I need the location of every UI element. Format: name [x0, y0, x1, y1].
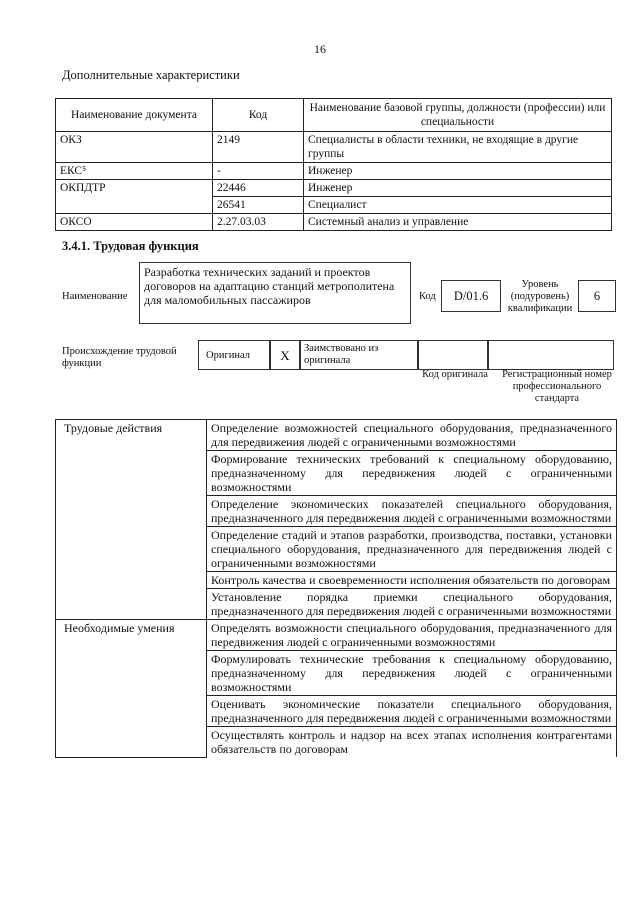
original-code-label: Код оригинала [422, 369, 488, 380]
reg-number-label: Регистрационный номер профессионального стандарта [502, 369, 612, 404]
table-row [56, 214, 612, 231]
table-cell: ОКЗ [56, 132, 213, 163]
table-cell: ЕКС⁵ [56, 163, 213, 180]
reg-number-cell [488, 340, 614, 370]
table-cell: ОКПДТР [56, 180, 213, 214]
table-cell: Инженер [304, 163, 612, 180]
borrowed-label: Заимствовано из оригинала [304, 343, 379, 366]
level-box: 6 [578, 280, 616, 312]
original-mark: X [270, 340, 300, 370]
labor-function-title: 3.4.1. Трудовая функция [62, 239, 199, 253]
table-cell: Специалист [304, 197, 612, 214]
function-code-box: D/01.6 [441, 280, 501, 312]
original-label: Оригинал [206, 350, 250, 361]
code-label: Код [419, 291, 436, 302]
labor-action-item: Контроль качества и своевременности исполнения обязательств по договорам [207, 572, 617, 589]
table-cell: 2149 [213, 132, 304, 163]
table-header-row [56, 99, 612, 132]
labor-action-item: Установление порядка приемки специального оборудования, предназначенного для передвижения людей с ограниченными возможностями [207, 589, 617, 620]
table-row [56, 620, 617, 651]
table-cell: Системный анализ и управление [304, 214, 612, 231]
original-code-cell [418, 340, 488, 370]
table-row [56, 420, 617, 451]
original-cell [198, 340, 270, 370]
section-title: Дополнительные характеристики [62, 68, 240, 82]
skills-label: Необходимые умения [56, 620, 207, 758]
page-number: 16 [314, 42, 326, 56]
function-name-box: Разработка технических заданий и проектов договоров на адаптацию станций метрополитена для маломобильных пассажиров [139, 262, 411, 324]
table-cell: Специалисты в области техники, не входящие в другие группы [304, 132, 612, 163]
table-cell: ОКСО [56, 214, 213, 231]
labor-action-item: Определение стадий и этапов разработки, производства, поставки, установки специального оборудования, предназначенного для передвижения людей с ограниченными возможностями [207, 527, 617, 572]
header-doc-name: Наименование документа [56, 99, 213, 132]
labor-action-item: Определение возможностей специального оборудования, предназначенного для передвижения людей с ограниченными возможностями [207, 420, 617, 451]
table-row [56, 180, 612, 197]
table-cell: 2.27.03.03 [213, 214, 304, 231]
table-row [56, 163, 612, 180]
name-label: Наименование [62, 291, 128, 302]
header-group-name: Наименование базовой группы, должности (профессии) или специальности [304, 99, 612, 132]
table-row [56, 132, 612, 163]
table-cell: 22446 [213, 180, 304, 197]
skill-item: Оценивать экономические показатели специального оборудования, предназначенного для передвижения людей с ограниченными возможностями [207, 696, 617, 727]
skill-item: Осуществлять контроль и надзор на всех этапах исполнения контрагентами обязательств по договорам [207, 727, 617, 758]
borrowed-cell [300, 340, 418, 370]
table-cell: Инженер [304, 180, 612, 197]
labor-actions-label: Трудовые действия [56, 420, 207, 620]
functions-table [55, 419, 617, 758]
header-code: Код [213, 99, 304, 132]
skill-item: Формулировать технические требования к специальному оборудованию, предназначенному для передвижения людей с ограниченными возможностями [207, 651, 617, 696]
labor-action-item: Определение экономических показателей специального оборудования, предназначенного для передвижения людей с ограниченными возможностями [207, 496, 617, 527]
level-label: Уровень (подуровень) квалификации [507, 279, 573, 314]
characteristics-table [55, 98, 612, 231]
table-cell: - [213, 163, 304, 180]
table-cell: 26541 [213, 197, 304, 214]
labor-action-item: Формирование технических требований к специальному оборудованию, предназначенному для передвижения людей с ограниченными возможностями [207, 451, 617, 496]
origin-label: Происхождение трудовой функции [62, 346, 177, 369]
skill-item: Определять возможности специального оборудования, предназначенного для передвижения людей с ограниченными возможностями [207, 620, 617, 651]
